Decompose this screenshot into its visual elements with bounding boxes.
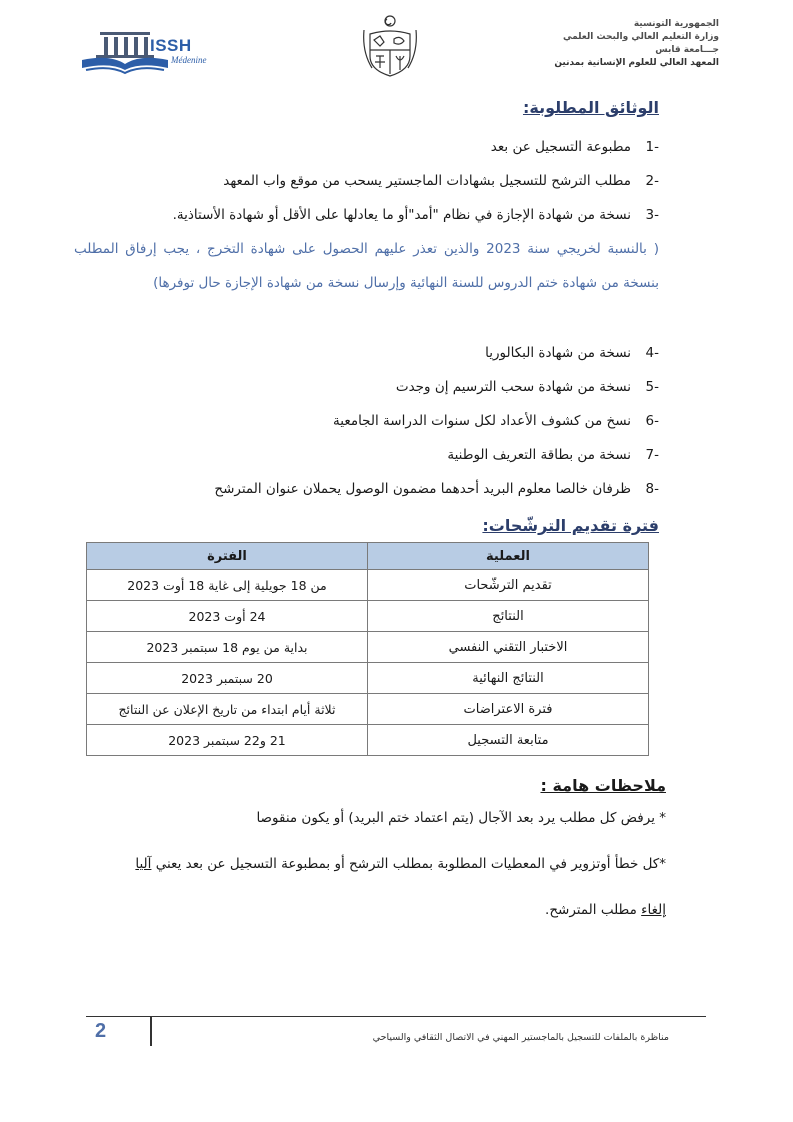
remark-underlined-text: آليا	[135, 856, 152, 872]
table-row	[87, 725, 649, 756]
remark-underlined-text: إلغاء	[641, 902, 666, 918]
documents-title: الوثائق المطلوبة:	[522, 98, 659, 117]
item-text: نسخة من شهادة الإجازة في نظام "أمد"أو ما يعادلها على الأقل أو شهادة الأستاذية.	[172, 207, 631, 223]
table-row	[87, 663, 649, 694]
list-item	[485, 344, 659, 362]
table-cell: النتائج	[368, 601, 649, 632]
logo-subtext: Médenine	[171, 55, 207, 65]
list-item	[214, 480, 659, 498]
list-item	[396, 378, 659, 396]
institution-header	[489, 18, 719, 70]
table-row	[87, 570, 649, 601]
item-text: نسخة من شهادة البكالوريا	[485, 345, 631, 361]
item-number: -7	[645, 447, 659, 463]
table-cell: الاختبار التقني النفسي	[368, 632, 649, 663]
item-text: نسخ من كشوف الأعداد لكل سنوات الدراسة الجامعية	[333, 413, 631, 429]
footer-vertical-bar	[150, 1016, 152, 1046]
item-number: -2	[645, 173, 659, 189]
table-cell: 24 أوت 2023	[87, 601, 368, 632]
table-cell: ثلاثة أيام ابتداء من تاريخ الإعلان عن النتائج	[87, 694, 368, 725]
column-header: الفترة	[87, 543, 368, 570]
item-text: نسخة من شهادة سحب الترسيم إن وجدت	[395, 379, 631, 395]
item-text: مطبوعة التسجيل عن بعد	[490, 139, 631, 155]
list-item	[333, 412, 659, 430]
header-line: الجمهورية التونسية	[633, 19, 719, 29]
period-title: فترة تقديم الترشّحات:	[482, 516, 659, 535]
table-row	[87, 632, 649, 663]
table-row	[87, 601, 649, 632]
table-cell: 21 و22 سبتمبر 2023	[87, 725, 368, 756]
list-item	[447, 446, 659, 464]
item-text: ظرفان خالصا معلوم البريد أحدهما مضمون الوصول يحملان عنوان المترشح	[214, 481, 631, 497]
item-number: -1	[645, 139, 659, 155]
header-line: جـــامعة قابس	[655, 45, 719, 55]
item-number: -4	[645, 345, 659, 361]
column-header: العملية	[368, 543, 649, 570]
logo-text: ISSH	[150, 36, 192, 55]
list-item	[223, 172, 659, 190]
footer-text: مناظرة بالملفات للتسجيل بالماجستير المهني في الاتصال الثقافي والسياحي	[372, 1032, 669, 1043]
tunisia-coat-of-arms-icon	[360, 12, 420, 78]
header-line: وزارة التعليم العالي والبحث العلمي	[562, 32, 719, 42]
remark-text: *كل خطأ أوتزوير في المعطيات المطلوبة بمطلب الترشح أو بمطبوعة التسجيل عن بعد يعني	[151, 856, 666, 872]
remarks-title: ملاحظات هامة :	[540, 776, 666, 795]
item-number: -5	[645, 379, 659, 395]
period-table	[86, 542, 649, 756]
footer-divider	[86, 1016, 706, 1017]
table-cell: تقديم الترشّحات	[368, 570, 649, 601]
table-cell: 20 سبتمبر 2023	[87, 663, 368, 694]
table-cell: بداية من يوم 18 سبتمبر 2023	[87, 632, 368, 663]
table-cell: من 18 جويلية إلى غاية 18 أوت 2023	[87, 570, 368, 601]
table-header-row	[87, 543, 649, 570]
list-item	[173, 206, 659, 224]
table-row	[87, 694, 649, 725]
remark-text: مطلب المترشح.	[545, 902, 642, 918]
graduates-note: ( بالنسبة لخريجي سنة 2023 والذين تعذر عليهم الحصول على شهادة التخرج ، يجب إرفاق المطلب بنسخة من شهادة ختم الدروس للسنة النهائية وإرسال نسخة من شهادة الإجازة حال توفرها)	[74, 241, 659, 291]
list-item	[491, 138, 659, 156]
item-text: نسخة من بطاقة التعريف الوطنية	[447, 447, 631, 463]
table-cell: متابعة التسجيل	[368, 725, 649, 756]
header-line: المعهد العالي للعلوم الإنسانية بمدنين	[554, 58, 719, 68]
item-number: -3	[645, 207, 659, 223]
remark-line	[81, 902, 666, 918]
page-number: 2	[95, 1020, 107, 1042]
item-text: مطلب الترشح للتسجيل بشهادات الماجستير يسحب من موقع واب المعهد	[223, 173, 631, 189]
table-cell: فترة الاعتراضات	[368, 694, 649, 725]
remark-line: * يرفض كل مطلب يرد بعد الآجال (يتم اعتماد ختم البريد) أو يكون منقوصا	[256, 810, 666, 826]
item-number: -8	[645, 481, 659, 497]
remark-line	[81, 856, 666, 872]
table-cell: النتائج النهائية	[368, 663, 649, 694]
item-number: -6	[645, 413, 659, 429]
